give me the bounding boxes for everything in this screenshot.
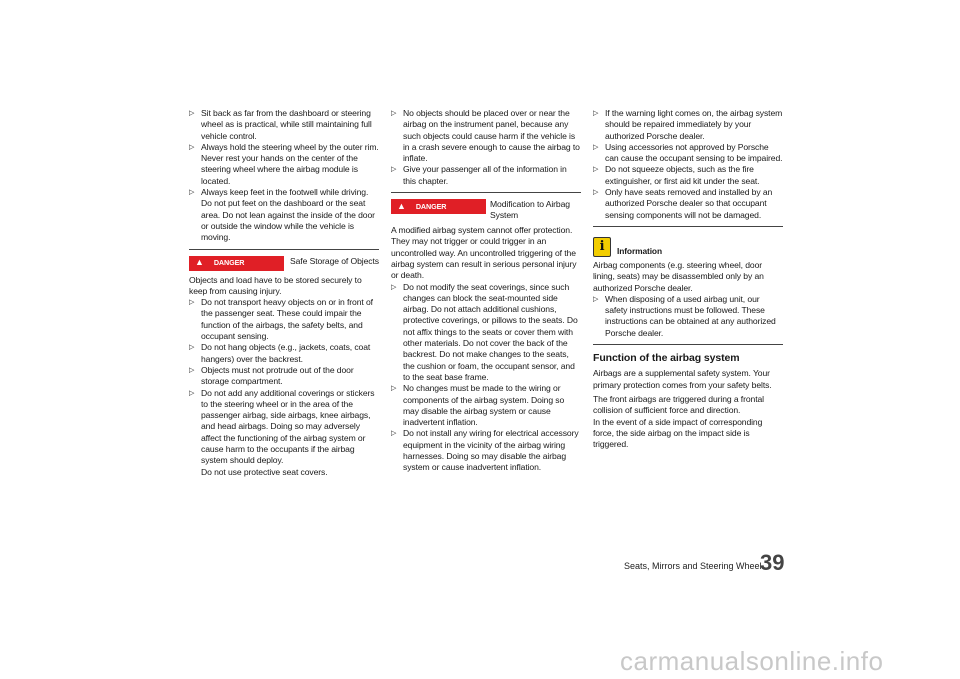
divider <box>593 226 783 227</box>
paragraph: In the event of a side impact of corresponding force, the side airbag on the impact side is triggered. <box>593 416 763 450</box>
list-item: ▷ Objects must not protrude out of the door storage compartment. <box>189 364 354 387</box>
triangle-right-icon: ▷ <box>189 299 195 307</box>
list-item: ▷ Always keep feet in the footwell while driving. Do not put feet on the dashboard or the seat area. Do not lean against the inside of the door or outside the window while the vehicle is moving. <box>189 187 375 243</box>
page-number: 39 <box>760 550 785 575</box>
information-label: Information <box>617 245 662 256</box>
triangle-right-icon: ▷ <box>391 110 397 117</box>
triangle-right-icon: ▷ <box>391 385 397 393</box>
divider <box>189 249 379 250</box>
list-item: ▷ Only have seats removed and installed by an authorized Porsche dealer so that occupant sensing components will not be damaged. <box>593 187 773 220</box>
list-item: ▷ Do not install any wiring for electrical accessory equipment in the vicinity of the airbag wiring harnesses. Doing so may disable the airbag system or cause inadvertent inflation. <box>391 428 579 473</box>
column-2 <box>391 108 581 474</box>
column-1 <box>189 108 379 478</box>
triangle-right-icon: ▷ <box>189 389 195 397</box>
chapter-title: Seats, Mirrors and Steering Wheel <box>624 561 762 571</box>
list-item: ▷ Give your passenger all of the information in this chapter. <box>391 164 567 186</box>
information-notice <box>593 237 783 257</box>
list-item: ▷ Always hold the steering wheel by the outer rim. Never rest your hands on the center of the steering wheel where the airbag module is located. <box>189 141 379 186</box>
bullet-list <box>391 108 581 187</box>
list-item: ▷ Do not modify the seat coverings, since such changes can block the seat-mounted side airbag. Do not attach additional cushions, protective coverings, or pillows to the seats. Do not affix things to the seats or cover them with other materials. Do not cover the back of the backrest. Do not make changes to the seats, the cushion or foam, the occupant sensor, and to the seat base frame. <box>391 281 578 382</box>
list-item: ▷ When disposing of a used airbag unit, our safety instructions must be followed. These instructions can be obtained at any authorized Porsche dealer. <box>593 293 776 338</box>
paragraph: Airbag components (e.g. steering wheel, door lining, seats) may be disassembled only by an authorized Porsche dealer. <box>593 259 764 293</box>
list-item: ▷ Do not hang objects (e.g., jackets, coats, coat hangers) over the backrest. <box>189 342 371 364</box>
triangle-right-icon: ▷ <box>189 344 195 352</box>
list-item: ▷ Do not add any additional coverings or stickers to the steering wheel or in the area of the passenger airbag, side airbags, knee airbags, and head airbags. Doing so may adversely affect the functioning of the airbag system or cause harm to the occupants if the airbag system should deploy. <box>189 387 375 466</box>
section-title: Function of the airbag system <box>593 352 740 365</box>
list-item: ▷ No objects should be placed over or near the airbag on the instrument panel, because any such objects could cause harm if the vehicle is in a crash severe enough to cause the airbag to inflate. <box>391 108 580 164</box>
triangle-right-icon: ▷ <box>189 110 195 117</box>
triangle-right-icon: ▷ <box>391 430 397 438</box>
bullet-list <box>593 294 783 339</box>
triangle-right-icon: ▷ <box>391 166 397 174</box>
list-item: ▷ Do not transport heavy objects on or in front of the passenger seat. These could impair the function of the airbags, the safety belts, and occupant sensing. <box>189 297 373 342</box>
danger-title: Safe Storage of Objects <box>290 255 379 266</box>
list-item: ▷ If the warning light comes on, the airbag system should be repaired immediately by your authorized Porsche dealer. <box>593 108 783 141</box>
paragraph: Airbags are a supplemental safety system. Your primary protection comes from your safety belts. <box>593 368 772 390</box>
triangle-right-icon: ▷ <box>189 366 195 374</box>
divider <box>593 344 783 345</box>
triangle-right-icon: ▷ <box>593 110 599 117</box>
triangle-right-icon: ▷ <box>593 189 599 197</box>
warning-triangle-icon: ▲ <box>195 257 204 268</box>
list-item: ▷ Using accessories not approved by Porsche can cause the occupant sensing to be impaired. <box>593 141 783 164</box>
paragraph: The front airbags are triggered during a frontal collision of sufficient force and direction. <box>593 393 764 416</box>
danger-title: Modification to Airbag System <box>490 199 570 221</box>
list-item: ▷ Do not squeeze objects, such as the fire extinguisher, or first aid kit under the seat. <box>593 164 760 186</box>
danger-badge: ▲ DANGER <box>391 199 486 214</box>
danger-badge: ▲ DANGER <box>189 256 284 271</box>
paragraph: Objects and load have to be stored securely to keep from causing injury. <box>189 274 362 296</box>
bullet-list <box>593 108 783 221</box>
column-3 <box>593 108 783 450</box>
triangle-right-icon: ▷ <box>593 166 599 174</box>
danger-notice <box>189 256 379 271</box>
triangle-right-icon: ▷ <box>593 143 599 151</box>
information-icon: i <box>593 237 611 257</box>
triangle-right-icon: ▷ <box>189 189 195 197</box>
watermark: carmanualsonline.info <box>620 646 884 676</box>
bullet-list <box>189 108 379 244</box>
triangle-right-icon: ▷ <box>593 295 599 303</box>
triangle-right-icon: ▷ <box>391 283 397 291</box>
divider <box>391 192 581 193</box>
bullet-list <box>391 282 581 474</box>
list-item: ▷ Sit back as far from the dashboard or steering wheel as is practical, while still maintaining full vehicle control. <box>189 108 372 141</box>
triangle-right-icon: ▷ <box>189 143 195 151</box>
bullet-list <box>189 297 379 478</box>
warning-triangle-icon: ▲ <box>397 200 406 211</box>
paragraph: A modified airbag system cannot offer protection. They may not trigger or could trigger in an uncontrolled way. An uncontrolled triggering of the airbag system can result in serious personal injury or death. <box>391 225 577 281</box>
list-item-continuation: Do not use protective seat covers. <box>201 466 328 477</box>
list-item: ▷ No changes must be made to the wiring or components of the airbag system. Doing so may disable the airbag system or cause inadvertent inflation. <box>391 383 565 428</box>
danger-notice <box>391 199 581 221</box>
